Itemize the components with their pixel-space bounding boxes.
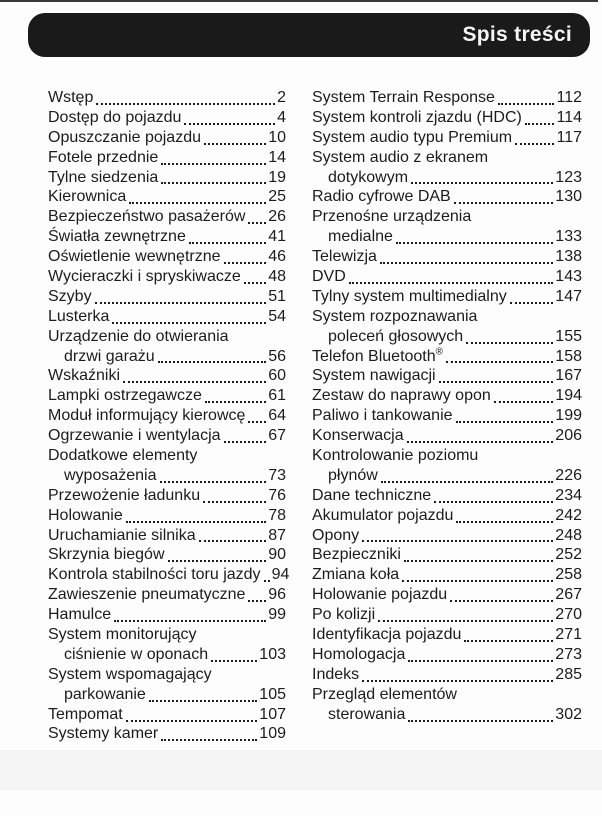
dot-leader — [411, 182, 553, 184]
toc-page-number: 64 — [268, 407, 286, 425]
toc-row — [48, 366, 286, 386]
dot-leader — [199, 540, 267, 542]
toc-entry-title: Dodatkowe elementy — [48, 447, 198, 465]
toc-entry-title: płynów — [328, 466, 378, 484]
dot-leader — [408, 720, 553, 722]
dot-leader — [126, 521, 266, 523]
toc-page-number: 103 — [259, 645, 286, 663]
toc-row — [48, 725, 286, 745]
toc-row — [48, 247, 286, 267]
toc-row — [312, 506, 582, 526]
toc-row — [48, 327, 286, 347]
dot-leader — [161, 182, 266, 184]
toc-page-number: 158 — [555, 347, 582, 365]
toc-row — [312, 406, 582, 426]
toc-row — [48, 426, 286, 446]
toc-row — [312, 247, 582, 267]
dot-leader — [402, 580, 553, 582]
toc-entry-title: DVD — [312, 268, 346, 285]
toc-page-number: 206 — [555, 427, 582, 445]
toc-row — [312, 227, 582, 247]
toc-page-number: 199 — [555, 407, 582, 425]
toc-row — [48, 526, 286, 546]
dot-leader — [184, 123, 275, 125]
toc-row — [312, 645, 582, 665]
toc-entry-title: Radio cyfrowe DAB — [312, 188, 451, 206]
toc-row — [312, 565, 582, 585]
toc-page-number: 248 — [555, 526, 582, 544]
toc-page-number: 107 — [259, 705, 286, 723]
toc-entry-title: Kierownica — [48, 188, 127, 206]
dot-leader — [498, 103, 555, 105]
dot-leader — [450, 600, 553, 602]
dot-leader — [203, 501, 266, 503]
toc-page-number: 105 — [259, 685, 286, 703]
toc-entry-title: Tylny system multimedialny — [312, 287, 507, 305]
toc-entry-title: Urządzenie do otwierania — [48, 327, 229, 345]
toc-page-number: 78 — [268, 506, 286, 524]
toc-entry-title: System nawigacji — [312, 367, 436, 385]
toc-page-number: 46 — [268, 248, 286, 266]
toc-row — [48, 88, 286, 108]
toc-row — [312, 327, 582, 347]
toc-row — [312, 446, 582, 466]
toc-entry-title: sterowania — [328, 705, 406, 723]
toc-entry-title: Szyby — [48, 287, 92, 305]
toc-entry-title: Akumulator pojazdu — [312, 506, 454, 524]
dot-leader — [248, 421, 266, 423]
toc-page-number: 147 — [555, 287, 582, 305]
toc-entry-title: System kontroli zjazdu (HDC) — [312, 108, 522, 126]
toc-page-number: 51 — [268, 287, 286, 305]
toc-row — [312, 545, 582, 565]
toc-page-number: 167 — [555, 367, 582, 385]
toc-page-number: 96 — [268, 586, 286, 604]
dot-leader — [160, 481, 267, 483]
dot-leader — [408, 660, 553, 662]
toc-row — [48, 267, 286, 287]
toc-entry-title: Przenośne urządzenia — [312, 208, 472, 226]
dot-leader — [161, 163, 266, 165]
toc-entry-title: Opony — [312, 526, 360, 544]
dot-leader — [112, 322, 266, 324]
toc-row — [48, 207, 286, 227]
toc-page-number: 61 — [268, 387, 286, 405]
toc-page-number: 234 — [555, 486, 582, 504]
toc-row — [48, 685, 286, 705]
toc-row — [312, 526, 582, 546]
dot-leader — [434, 501, 553, 503]
toc-page-number: 252 — [555, 546, 582, 564]
scan-top-edge — [0, 0, 598, 2]
toc-entry-title: Światła zewnętrzne — [48, 228, 186, 246]
toc-row — [48, 187, 286, 207]
toc-entry-title: Identyfikacja pojazdu — [312, 626, 462, 644]
dot-leader — [515, 143, 554, 145]
toc-entry-title: Kontrola stabilności toru jazdy — [48, 566, 261, 584]
dot-leader — [404, 560, 553, 562]
toc-entry-title: Zestaw do naprawy opon — [312, 387, 491, 405]
toc-row — [48, 645, 286, 665]
toc-page-number: 56 — [268, 347, 286, 365]
toc-page-number: 2 — [277, 88, 286, 106]
dot-leader — [161, 739, 257, 741]
toc-entry-title: dotykowym — [328, 168, 409, 186]
toc-page-number: 25 — [268, 188, 286, 206]
toc-entry-title: Zmiana koła — [312, 566, 400, 584]
toc-entry-title: Homologacja — [312, 645, 406, 663]
toc-row — [48, 705, 286, 725]
toc-row — [312, 347, 582, 367]
toc-entry-title: medialne — [328, 228, 393, 246]
toc-page-number: 60 — [268, 367, 286, 385]
toc-entry-title: Lampki ostrzegawcze — [48, 387, 202, 405]
toc-row — [312, 605, 582, 625]
toc-row — [48, 446, 286, 466]
scan-shading — [0, 750, 602, 790]
toc-page-number: 194 — [555, 387, 582, 405]
toc-page-number: 73 — [268, 466, 286, 484]
toc-entry-title: Po kolizji — [312, 606, 376, 624]
header-bar — [28, 13, 590, 57]
toc-page-number: 242 — [555, 506, 582, 524]
toc-row — [48, 347, 286, 367]
toc-entry-title: Holowanie — [48, 506, 123, 524]
dot-leader — [211, 660, 257, 662]
dot-leader — [525, 123, 555, 125]
toc-row — [312, 168, 582, 188]
toc-row — [312, 267, 582, 287]
toc-page-number: 10 — [268, 128, 286, 146]
toc-entry-title: ciśnienie w oponach — [64, 645, 209, 663]
toc-entry-title: Telefon Bluetooth® — [312, 346, 444, 365]
toc-page-number: 14 — [268, 148, 286, 166]
toc-entry-title: Wskaźniki — [48, 367, 121, 385]
toc-entry-title: Telewizja — [312, 248, 377, 266]
toc-row — [312, 366, 582, 386]
toc-page-number: 67 — [268, 427, 286, 445]
dot-leader — [204, 143, 266, 145]
toc-entry-title: Wycieraczki i spryskiwacze — [48, 268, 241, 285]
dot-leader — [349, 282, 554, 284]
toc-entry-title: Dane techniczne — [312, 486, 432, 504]
toc-row — [312, 685, 582, 705]
toc-page-number: 267 — [555, 586, 582, 604]
toc-column-right — [312, 88, 582, 744]
toc-entry-title: Uruchamianie silnika — [48, 526, 196, 544]
toc-row — [312, 187, 582, 207]
toc-row — [48, 148, 286, 168]
toc-row — [48, 466, 286, 486]
toc-page-number: 270 — [555, 606, 582, 624]
toc-page-number: 271 — [555, 626, 582, 644]
toc-entry-title: Tempomat — [48, 705, 123, 723]
toc-page-number: 285 — [555, 665, 582, 683]
toc-column-left — [48, 88, 290, 744]
toc-page-number: 87 — [268, 526, 286, 544]
toc-entry-title: Opuszczanie pojazdu — [48, 128, 201, 146]
toc-entry-title: Systemy kamer — [48, 725, 159, 743]
toc-entry-title: Konserwacja — [312, 427, 404, 445]
toc-entry-title: drzwi garażu — [64, 347, 155, 365]
toc-row — [48, 486, 286, 506]
toc-entry-title: Bezpieczniki — [312, 546, 401, 564]
toc-page-number: 302 — [555, 705, 582, 723]
toc-row — [48, 625, 286, 645]
toc-page-number: 109 — [259, 725, 286, 743]
page-title: Spis treści — [462, 23, 572, 46]
toc-page-number: 138 — [555, 248, 582, 266]
dot-leader — [264, 580, 270, 582]
toc-page-number: 26 — [268, 208, 286, 226]
toc-row — [312, 128, 582, 148]
toc-row — [312, 148, 582, 168]
toc-row — [312, 307, 582, 327]
dot-leader — [407, 441, 554, 443]
dot-leader — [224, 441, 267, 443]
toc-row — [312, 207, 582, 227]
toc-entry-title: Zawieszenie pneumatyczne — [48, 586, 246, 604]
toc-row — [48, 665, 286, 685]
toc-row — [48, 287, 286, 307]
toc-page-number: 112 — [556, 88, 582, 106]
toc-row — [48, 406, 286, 426]
toc-page-number: 143 — [555, 268, 582, 285]
toc-row — [312, 486, 582, 506]
toc-entry-title: Tylne siedzenia — [48, 168, 159, 186]
toc-row — [48, 386, 286, 406]
toc-page-number: 273 — [555, 645, 582, 663]
dot-leader — [224, 262, 267, 264]
dot-leader — [362, 680, 553, 682]
toc-page-number: 155 — [555, 327, 582, 345]
toc-row — [48, 227, 286, 247]
toc-page-number: 258 — [555, 566, 582, 584]
toc-entry-title: Skrzynia biegów — [48, 546, 165, 564]
dot-leader — [439, 381, 554, 383]
toc-entry-title: Dostęp do pojazdu — [48, 108, 182, 126]
toc-entry-title: Lusterka — [48, 307, 110, 325]
toc-page-number: 99 — [268, 606, 286, 624]
registered-trademark-symbol: ® — [435, 346, 444, 358]
toc-entry-title: wyposażenia — [64, 466, 157, 484]
toc-page-number: 48 — [268, 268, 286, 285]
toc-row — [48, 565, 290, 585]
dot-leader — [380, 262, 553, 264]
toc-entry-title: Wstęp — [48, 88, 94, 106]
toc-entry-title: System audio z ekranem — [312, 148, 489, 166]
toc-row — [48, 545, 286, 565]
dot-leader — [362, 540, 553, 542]
dot-leader — [464, 640, 553, 642]
toc-entry-title: System audio typu Premium — [312, 128, 513, 146]
toc-page-number: 117 — [556, 128, 582, 146]
table-of-contents — [48, 88, 582, 744]
dot-leader — [378, 620, 553, 622]
dot-leader — [456, 421, 554, 423]
toc-entry-title: Hamulce — [48, 606, 112, 624]
toc-entry-title: System rozpoznawania — [312, 307, 478, 325]
dot-leader — [381, 481, 553, 483]
dot-leader — [123, 381, 266, 383]
toc-entry-title: Paliwo i tankowanie — [312, 407, 453, 425]
toc-row — [312, 386, 582, 406]
dot-leader — [494, 401, 554, 403]
toc-entry-title: Ogrzewanie i wentylacja — [48, 427, 221, 445]
dot-leader — [454, 202, 554, 204]
toc-entry-title: Oświetlenie wewnętrzne — [48, 248, 221, 266]
toc-entry-title: poleceń głosowych — [328, 327, 464, 345]
dot-leader — [114, 620, 266, 622]
toc-row — [312, 426, 582, 446]
dot-leader — [205, 401, 266, 403]
dot-leader — [149, 700, 257, 702]
toc-page-number: 114 — [556, 108, 582, 126]
dot-leader — [95, 302, 267, 304]
toc-page-number: 130 — [555, 188, 582, 206]
toc-row — [48, 168, 286, 188]
dot-leader — [456, 521, 553, 523]
toc-row — [312, 625, 582, 645]
dot-leader — [96, 103, 275, 105]
toc-row — [48, 605, 286, 625]
toc-page-number: 133 — [555, 228, 582, 246]
dot-leader — [244, 282, 266, 284]
toc-entry-title: Bezpieczeństwo pasażerów — [48, 208, 246, 226]
toc-row — [48, 108, 286, 128]
dot-leader — [129, 202, 266, 204]
toc-row — [48, 128, 286, 148]
toc-page-number: 123 — [555, 168, 582, 186]
toc-entry-title: Holowanie pojazdu — [312, 586, 448, 604]
dot-leader — [466, 342, 553, 344]
toc-row — [312, 665, 582, 685]
toc-page-number: 226 — [555, 466, 582, 484]
toc-entry-title: Przegląd elementów — [312, 685, 457, 703]
toc-entry-title: Indeks — [312, 665, 360, 683]
toc-page-number: 4 — [277, 108, 286, 126]
toc-row — [48, 506, 286, 526]
dot-leader — [168, 560, 267, 562]
toc-entry-title: Moduł informujący kierowcę — [48, 407, 246, 425]
toc-entry-title: System wspomagający — [48, 665, 212, 683]
toc-entry-title: Kontrolowanie poziomu — [312, 447, 479, 465]
toc-row — [312, 108, 582, 128]
dot-leader — [446, 361, 553, 363]
toc-page-number: 41 — [268, 228, 286, 246]
toc-row — [312, 88, 582, 108]
toc-page-number: 76 — [268, 486, 286, 504]
toc-row — [312, 585, 582, 605]
dot-leader — [158, 361, 267, 363]
dot-leader — [510, 302, 554, 304]
dot-leader — [248, 222, 266, 224]
toc-row — [312, 466, 582, 486]
toc-page-number: 19 — [268, 168, 286, 186]
toc-row — [48, 307, 286, 327]
toc-entry-title: System monitorujący — [48, 626, 197, 644]
toc-entry-title: Fotele przednie — [48, 148, 159, 166]
toc-entry-title: System Terrain Response — [312, 88, 495, 106]
toc-row — [48, 585, 286, 605]
toc-entry-title: Przewożenie ładunku — [48, 486, 201, 504]
toc-page-number: 94 — [271, 566, 290, 584]
dot-leader — [126, 720, 258, 722]
toc-row — [312, 287, 582, 307]
toc-page-number: 90 — [268, 546, 286, 564]
dot-leader — [396, 242, 553, 244]
toc-entry-title: parkowanie — [64, 685, 146, 703]
dot-leader — [248, 600, 266, 602]
toc-page-number: 54 — [268, 307, 286, 325]
toc-row — [312, 705, 582, 725]
dot-leader — [189, 242, 266, 244]
